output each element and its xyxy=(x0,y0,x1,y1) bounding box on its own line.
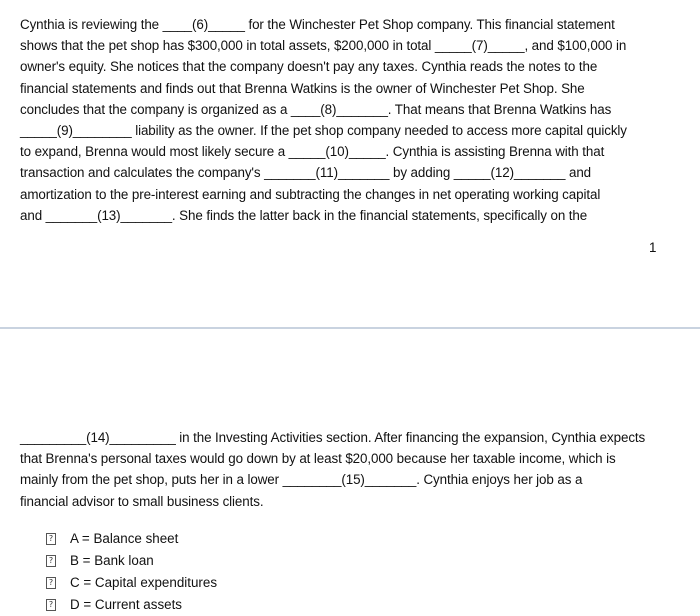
text-line: amortization to the pre-interest earning and subtracting the changes in net operating working capital xyxy=(20,186,601,202)
page-number: 1 xyxy=(649,240,657,255)
text-line: Cynthia is reviewing the ____(6)_____ for the Winchester Pet Shop company. This financial statement xyxy=(20,17,615,32)
text-line: financial statements and finds out that Brenna Watkins is the owner of Winchester Pet Shop. She xyxy=(20,80,585,96)
text-line: _____(9)________ liability as the owner. If the pet shop company needed to access more capital quickly xyxy=(20,122,627,138)
option-label: C = Capital expenditures xyxy=(70,575,218,590)
option-label: D = Current assets xyxy=(70,597,183,612)
missing-image-icon: ? xyxy=(46,533,56,545)
text-line: _________(14)_________ in the Investing Activities section. After financing the expansion, Cynthia expects xyxy=(20,430,646,445)
paragraph-page-2 xyxy=(20,427,656,512)
text-line: transaction and calculates the company's _______(11)_______ by adding _____(12)_______ and xyxy=(20,165,592,181)
paragraph-page-1 xyxy=(20,14,656,226)
page-divider xyxy=(0,327,700,329)
text-line: and _______(13)_______. She finds the latter back in the financial statements, specifically on the xyxy=(20,207,588,223)
text-line: mainly from the pet shop, puts her in a lower ________(15)_______. Cynthia enjoys her job as a xyxy=(20,472,583,488)
text-line: that Brenna's personal taxes would go down by at least $20,000 because her taxable income, which is xyxy=(20,451,616,467)
text-line: shows that the pet shop has $300,000 in total assets, $200,000 in total _____(7)_____, and $100,000 in xyxy=(20,38,627,54)
text-line: owner's equity. She notices that the company doesn't pay any taxes. Cynthia reads the notes to the xyxy=(20,59,598,75)
text-line: concludes that the company is organized as a ____(8)_______. That means that Brenna Watkins has xyxy=(20,101,612,117)
option-item[interactable] xyxy=(46,594,217,616)
missing-image-icon: ? xyxy=(46,599,56,611)
text-line: to expand, Brenna would most likely secure a _____(10)_____. Cynthia is assisting Brenna with that xyxy=(20,144,605,160)
text-line: financial advisor to small business clients. xyxy=(20,493,264,509)
answer-options-list xyxy=(46,528,217,616)
missing-image-icon: ? xyxy=(46,577,56,589)
option-label: A = Balance sheet xyxy=(70,531,179,546)
option-item[interactable] xyxy=(46,550,217,572)
option-item[interactable] xyxy=(46,572,217,594)
option-label: B = Bank loan xyxy=(70,553,154,568)
option-item[interactable] xyxy=(46,528,217,550)
missing-image-icon: ? xyxy=(46,555,56,567)
